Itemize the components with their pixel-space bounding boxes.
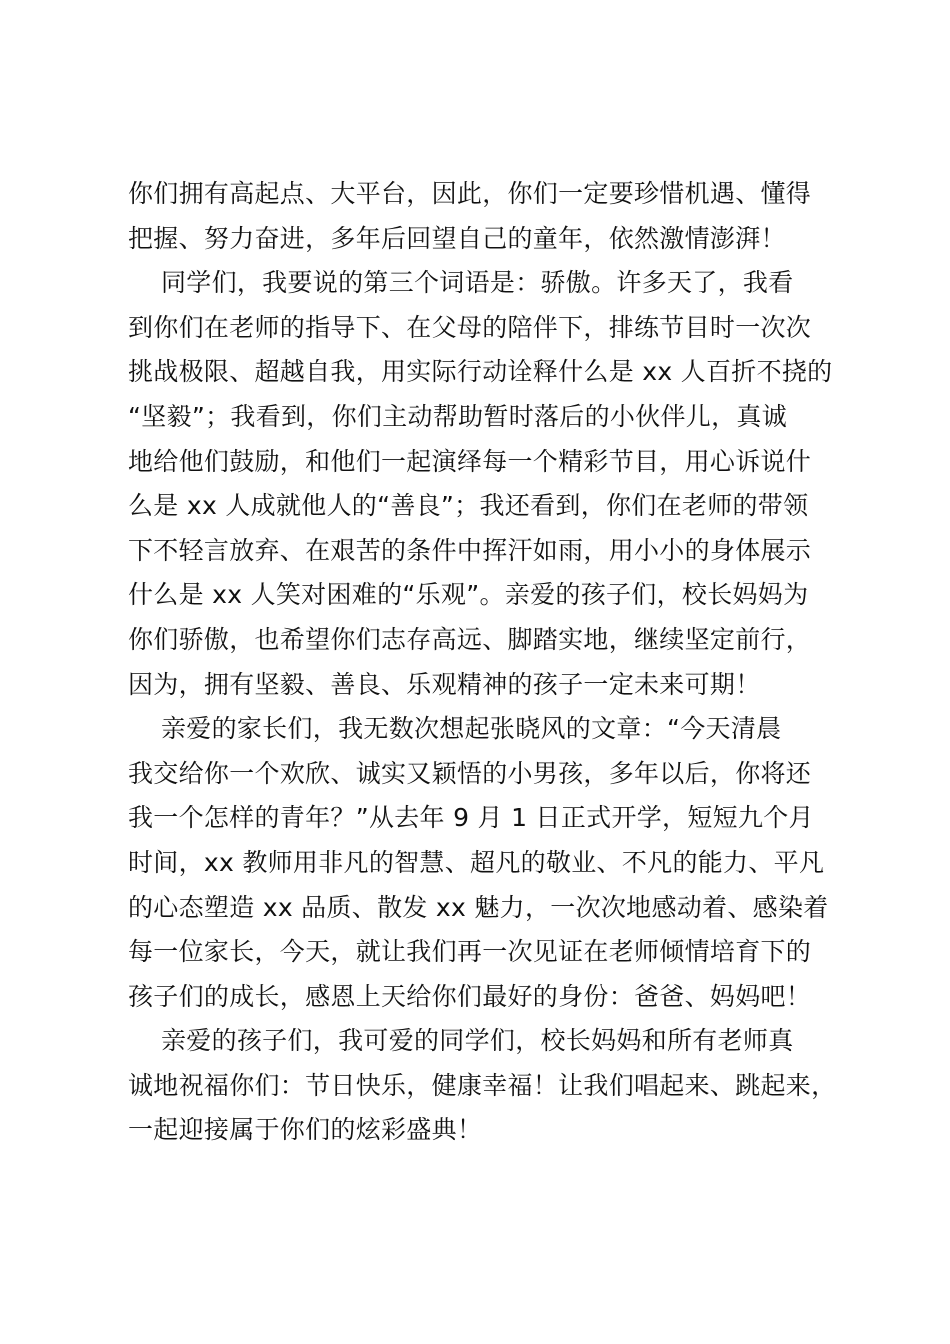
body-text [128,172,837,1153]
text-line: 时间，xx 教师用非凡的智慧、超凡的敬业、不凡的能力、平凡 [128,847,825,877]
text-line: 每一位家长，今天，就让我们再一次见证在老师倾情培育下的 [128,937,812,967]
text-line: “坚毅”；我看到，你们主动帮助暂时落后的小伙伴儿，真诚 [128,401,788,431]
text-line: 把握、努力奋进，多年后回望自己的童年，依然激情澎湃！ [128,223,786,253]
text-line: 亲爱的孩子们，我可爱的同学们，校长妈妈和所有老师真 [128,1026,794,1056]
text-line: 下不轻言放弃、在艰苦的条件中挥汗如雨，用小小的身体展示 [128,535,812,565]
text-line: 一起迎接属于你们的炫彩盛典！ [128,1115,483,1145]
text-line: 你们拥有高起点、大平台，因此，你们一定要珍惜机遇、懂得 [128,179,812,208]
text-line: 我一个怎样的青年？”从去年 9 月 1 日正式开学，短短九个月 [128,803,814,833]
text-line: 因为，拥有坚毅、善良、乐观精神的孩子一定未来可期！ [128,669,761,699]
text-line: 到你们在老师的指导下、在父母的陪伴下，排练节目时一次次 [128,312,812,342]
text-line: 的心态塑造 xx 品质、散发 xx 魅力，一次次地感动着、感染着 [128,892,829,922]
text-line: 你们骄傲，也希望你们志存高远、脚踏实地，继续坚定前行， [128,624,812,654]
text-line: 亲爱的家长们，我无数次想起张晓风的文章：“今天清晨 [128,714,782,744]
text-line: 什么是 xx 人笑对困难的“乐观”。亲爱的孩子们，校长妈妈为 [128,580,809,610]
text-line: 我交给你一个欢欣、诚实又颖悟的小男孩，多年以后，你将还 [128,758,812,788]
text-line: 同学们，我要说的第三个词语是：骄傲。许多天了，我看 [128,268,794,298]
text-line: 诚地祝福你们：节日快乐，健康幸福！让我们唱起来、跳起来， [128,1070,837,1100]
text-line: 挑战极限、超越自我，用实际行动诠释什么是 xx 人百折不挠的 [128,357,833,387]
text-line: 地给他们鼓励，和他们一起演绎每一个精彩节目，用心诉说什 [128,446,812,476]
text-line: 么是 xx 人成就他人的“善良”；我还看到，你们在老师的带领 [128,491,809,521]
text-line: 孩子们的成长，感恩上天给你们最好的身份：爸爸、妈妈吧！ [128,981,812,1011]
